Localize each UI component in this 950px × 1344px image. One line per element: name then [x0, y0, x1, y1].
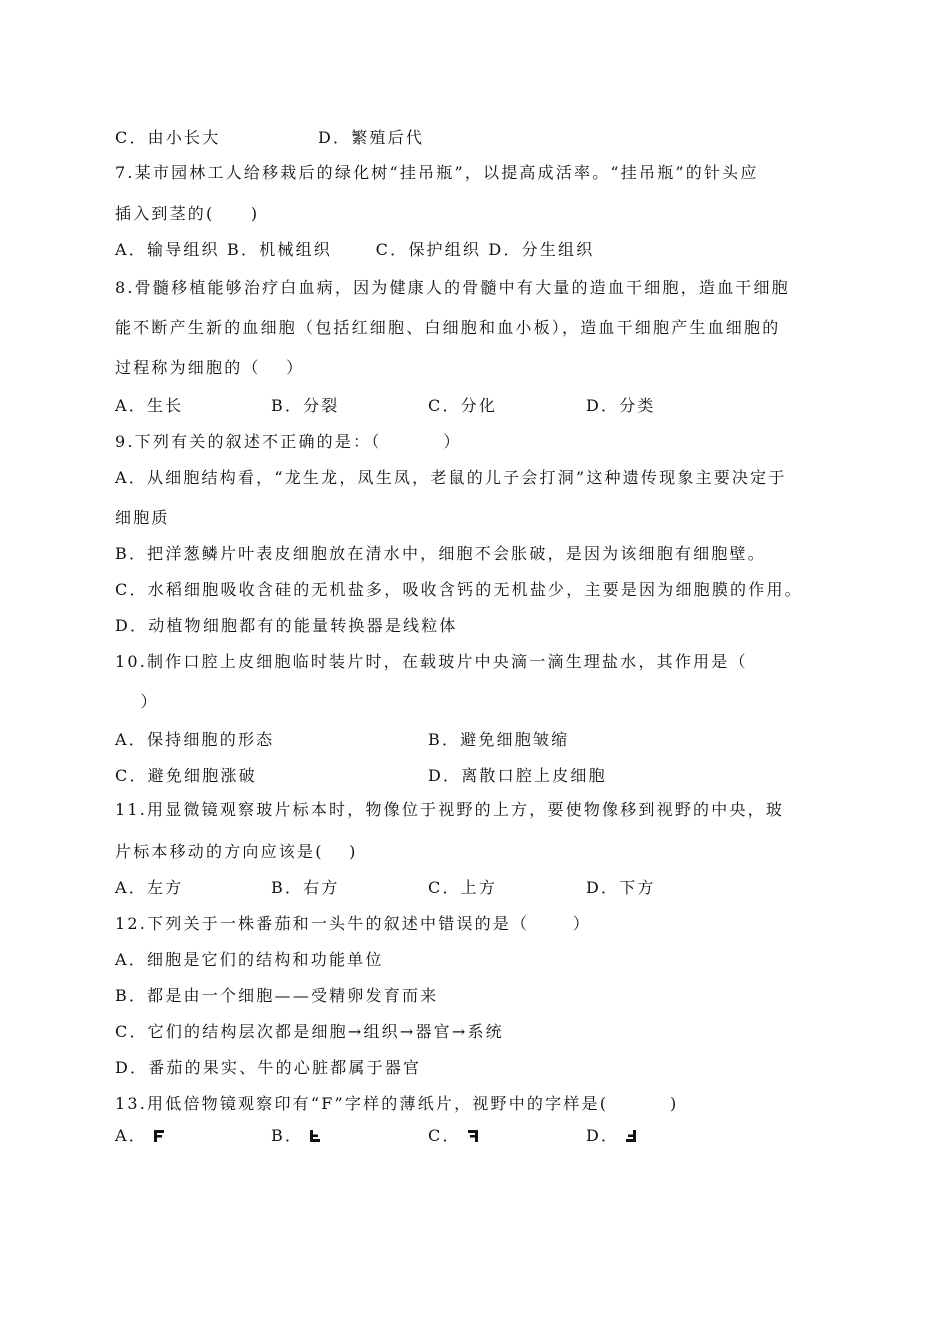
question-line-q12-b: B．都是由一个细胞——受精卵发育而来 — [115, 986, 439, 1005]
option-label: C．分化 — [428, 396, 498, 415]
question-line-q9: 9.下列有关的叙述不正确的是：（ ） — [115, 432, 462, 451]
q8-opts-option-2 — [428, 396, 497, 416]
q11-opts-option-2 — [428, 878, 497, 898]
question-line-q10-a: 10.制作口腔上皮细胞临时装片时，在载玻片中央滴一滴生理盐水，其作用是（ — [115, 652, 748, 671]
option-label: D．繁殖后代 — [318, 128, 425, 147]
q11-opts-option-1 — [271, 878, 340, 898]
f-glyph-F-rotated-180 — [625, 1129, 637, 1143]
question-line-q9-b: B．把洋葱鳞片叶表皮细胞放在清水中，细胞不会胀破，是因为该细胞有细胞壁。 — [115, 544, 766, 563]
question-line-q12-d: D．番茄的果实、牛的心脏都属于器官 — [115, 1058, 422, 1077]
question-line-q7-opts: A．输导组织 B．机械组织 C．保护组织 D．分生组织 — [115, 240, 595, 259]
q8-opts-option-1 — [271, 396, 340, 416]
q11-opts-option-0 — [115, 878, 183, 898]
question-line-q9-a2: 细胞质 — [115, 508, 170, 527]
question-line-q9-c: C．水稻细胞吸收含硅的无机盐多，吸收含钙的无机盐少，主要是因为细胞膜的作用。 — [115, 580, 803, 599]
option-label: D．下方 — [586, 878, 656, 897]
question-line-q11-a: 11.用显微镜观察玻片标本时，物像位于视野的上方，要使物像移到视野的中央，玻 — [115, 800, 785, 819]
q6-opts-option-1 — [318, 128, 424, 148]
q11-opts-option-3 — [586, 878, 656, 898]
question-line-q13: 13.用低倍物镜观察印有“F”字样的薄纸片，视野中的字样是( ) — [115, 1094, 679, 1113]
question-line-q7-b: 插入到茎的( ) — [115, 204, 260, 223]
q10-opts2-option-0 — [115, 766, 257, 786]
question-line-q10-b: ） — [115, 692, 159, 711]
option-label: D．分类 — [586, 396, 656, 415]
question-line-q9-d: D．动植物细胞都有的能量转换器是线粒体 — [115, 616, 458, 635]
option-label: C． — [428, 1126, 461, 1145]
option-label: B． — [271, 1126, 304, 1145]
q6-opts-option-0 — [115, 128, 220, 148]
question-line-q12-c: C．它们的结构层次都是细胞→组织→器官→系统 — [115, 1022, 504, 1041]
q8-opts-option-3 — [586, 396, 656, 416]
question-line-q11-b: 片标本移动的方向应该是( ) — [115, 842, 358, 861]
option-label: D．离散口腔上皮细胞 — [428, 766, 607, 785]
option-label: A． — [115, 1126, 147, 1145]
q10-opts1-option-0 — [115, 730, 274, 750]
question-line-q12: 12.下列关于一株番茄和一头牛的叙述中错误的是（ ） — [115, 914, 592, 933]
q10-opts1-option-1 — [428, 730, 569, 750]
option-label: B．分裂 — [271, 396, 340, 415]
q8-opts-option-0 — [115, 396, 183, 416]
f-glyph-F-upright — [153, 1129, 165, 1143]
f-glyph-F-rotated-180-mirrored — [309, 1129, 321, 1143]
q13-opts-option-0 — [115, 1126, 165, 1146]
q13-opts-option-3 — [586, 1126, 637, 1146]
option-label: C．上方 — [428, 878, 498, 897]
question-line-q8-b: 能不断产生新的血细胞（包括红细胞、白细胞和血小板），造血干细胞产生血细胞的 — [115, 318, 781, 337]
option-label: B．避免细胞皱缩 — [428, 730, 570, 749]
option-label: C．由小长大 — [115, 128, 221, 147]
option-label: A．左方 — [115, 878, 184, 897]
option-label: A．生长 — [115, 396, 184, 415]
question-line-q8-c: 过程称为细胞的（ ） — [115, 358, 305, 377]
q13-opts-option-1 — [271, 1126, 321, 1146]
option-label: B．右方 — [271, 878, 340, 897]
option-label: D． — [586, 1126, 620, 1145]
q10-opts2-option-1 — [428, 766, 607, 786]
f-glyph-F-mirrored — [467, 1129, 479, 1143]
question-line-q9-a1: A．从细胞结构看，“龙生龙，凤生凤，老鼠的儿子会打洞”这种遗传现象主要决定于 — [115, 468, 787, 487]
question-line-q12-a: A．细胞是它们的结构和功能单位 — [115, 950, 384, 969]
question-line-q8-a: 8.骨髓移植能够治疗白血病，因为健康人的骨髓中有大量的造血干细胞，造血干细胞 — [115, 278, 790, 297]
option-label: C．避免细胞涨破 — [115, 766, 257, 785]
q13-opts-option-2 — [428, 1126, 479, 1146]
option-label: A．保持细胞的形态 — [115, 730, 275, 749]
question-line-q7-a: 7.某市园林工人给移栽后的绿化树“挂吊瓶”，以提高成活率。“挂吊瓶”的针头应 — [115, 163, 759, 182]
